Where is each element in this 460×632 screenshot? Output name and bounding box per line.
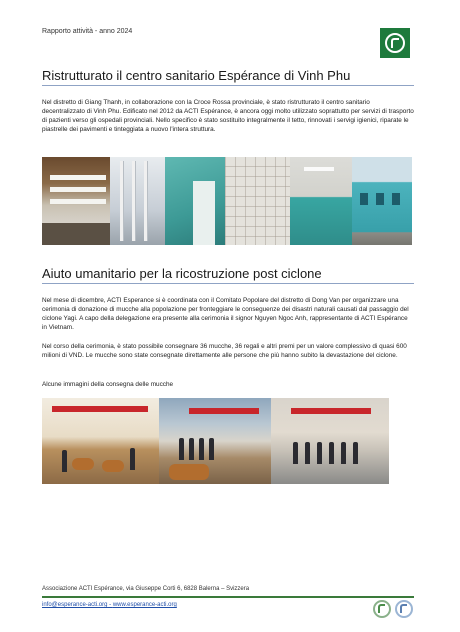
section2-title: Aiuto umanitario per la ricostruzione post ciclone (42, 266, 322, 281)
photo-building-exterior (352, 157, 412, 245)
pipe (120, 161, 124, 241)
section2-rule (42, 283, 414, 284)
photo-ceiling-teal-wall (290, 157, 352, 245)
acti-logo-green-icon (373, 600, 391, 618)
person (341, 442, 346, 464)
section2-paragraph1: Nel mese di dicembre, ACTI Esperance si è coordinata con il Comitato Popolare del distretto di Dong Van per organizzare una cerimonia di donazione di mucche alla popolazione per fronteggiare le conseguenze dei disastri naturali causati dal passaggio del ciclone Yagi. A capo della delegazione era presente alla cerimonia il signor Nguyen Ngoc Anh, rappresentante di ACTI Espérance in Vietnam. (42, 297, 409, 331)
banner (52, 406, 148, 412)
ceiling-strip (50, 199, 106, 204)
window (360, 193, 368, 205)
section2-paragraph2: Nel corso della cerimonia, è stato possibile consegnare 36 mucche, 36 regali e altri premi per un valore complessivo di quasi 600 milioni di VND. Le mucche sono state consegnate direttamente alle persone che più hanno subito la devastazione del ciclone. (42, 343, 407, 359)
person (130, 448, 135, 470)
floor-area (42, 223, 110, 245)
footer-email-link[interactable]: info@esperance-acti.org (42, 602, 108, 608)
person (305, 442, 310, 464)
person (199, 438, 204, 460)
window (376, 193, 384, 205)
section1-paragraph: Nel distretto di Giang Thanh, in collaborazione con la Croce Rossa provinciale, è stato ristrutturato il centro sanitario decentralizzato di Vinh Phu. Edificato nel 2012 da ACTI Espérance, è ancora oggi molto utilizzato soprattutto per servizi di trasporto di pazienti verso gli ospedali provinciali. Nello specifico è stato sostituito integralmente il tetto, rinnovati i servigi igienici, riparate le piastrelle dei pavimenti e tinteggiata a nuovo l'intera struttura. (42, 99, 414, 133)
person (293, 442, 298, 464)
ceiling-light (304, 167, 334, 171)
running-header: Rapporto attività - anno 2024 (42, 28, 133, 35)
person (189, 438, 194, 460)
banner (291, 408, 371, 414)
person (209, 438, 214, 460)
photo-cow-delivery-2 (159, 398, 271, 484)
person (353, 442, 358, 464)
footer-address: Associazione ACTI Espérance, via Giuseppe Corti 6, 6828 Balerna – Svizzera (42, 586, 250, 592)
cow (102, 460, 124, 472)
acti-esperance-logo-icon (380, 28, 410, 58)
person (179, 438, 184, 460)
logo-mark (385, 33, 405, 53)
pipe (132, 161, 136, 241)
section1-title: Ristrutturato il centro sanitario Espérance di Vinh Phu (42, 68, 351, 83)
ceiling-strip (50, 187, 106, 192)
acti-logo-blue-icon (395, 600, 413, 618)
photo-roof-construction (42, 157, 110, 245)
window (392, 193, 400, 205)
pipe (144, 161, 148, 241)
cow (72, 458, 94, 470)
photo-tiled-ceiling (225, 157, 290, 245)
footer-website-link[interactable]: www.esperance-acti.org (112, 602, 177, 608)
person (317, 442, 322, 464)
person (329, 442, 334, 464)
photo-cow-delivery-3 (271, 398, 389, 484)
photo-pipes (110, 157, 165, 245)
person (62, 450, 67, 472)
photo-teal-wall (165, 157, 225, 245)
banner (189, 408, 259, 414)
footer-rule (42, 596, 414, 598)
section1-rule (42, 85, 414, 86)
footer-separator: - (107, 602, 113, 608)
photo-cow-delivery-1 (42, 398, 159, 484)
photo-caption: Alcune immagini della consegna delle mucche (42, 381, 174, 388)
footer-links (42, 602, 177, 608)
door (193, 181, 215, 245)
ceiling-strip (50, 175, 106, 180)
cow (169, 464, 209, 480)
